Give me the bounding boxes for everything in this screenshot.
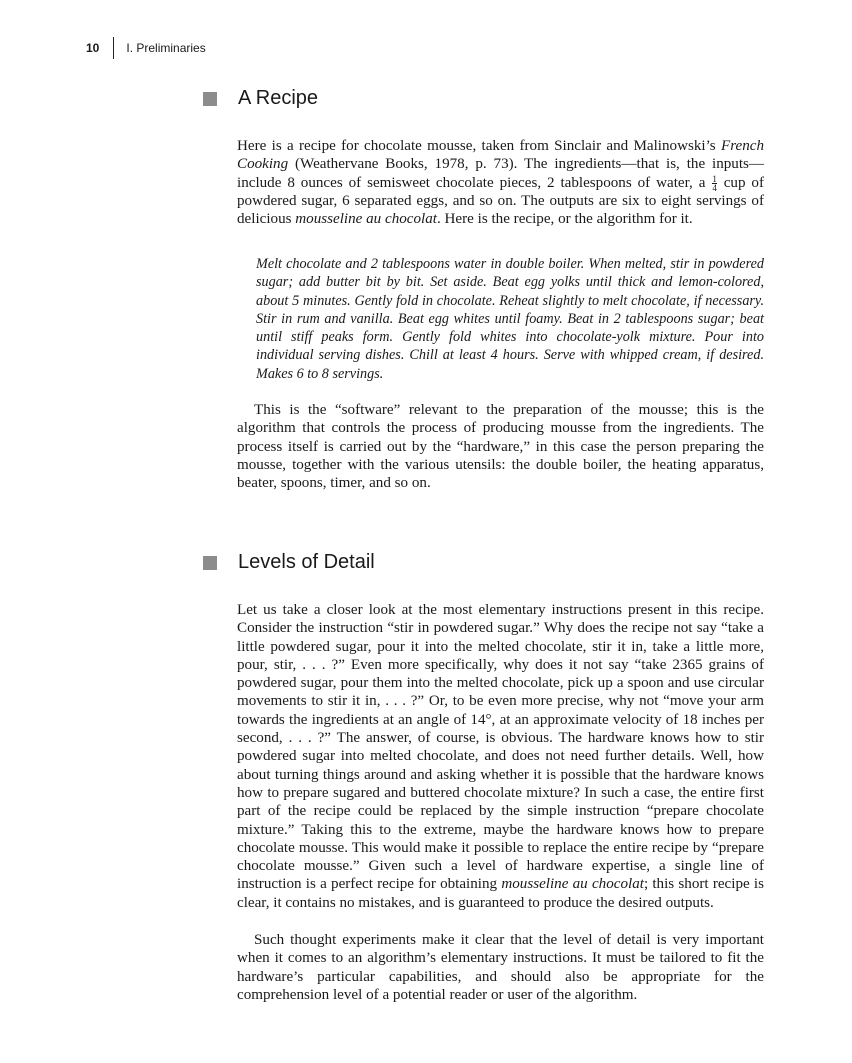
dish-name: mousseline au chocolat	[501, 876, 644, 893]
text-run: cup of powdered sugar, 6 separated eggs, and so on. The outputs are six to eight servings of delicious	[237, 174, 764, 228]
text-run: Here is a recipe for chocolate mousse, taken from Sinclair and Malinowski’s	[237, 138, 721, 154]
software-paragraph: This is the “software” relevant to the preparation of the mousse; this is the algorithm that controls the process of producing mousse from the ingredients. The process itself is carried out by the “hardware,” in this case the person preparing the mousse, together with the various utensils: the double boiler, the heating apparatus, beater, spoons, timer, and so on.	[237, 402, 764, 492]
chapter-title: I. Preliminaries	[126, 41, 206, 55]
running-head	[86, 37, 206, 59]
section-title: A Recipe	[238, 87, 319, 109]
header-divider	[113, 37, 114, 59]
thought-experiments-paragraph: Such thought experiments make it clear that the level of detail is very important when it comes to an algorithm’s elementary instructions. It must be tailored to fit the hardware’s particular capabilities, and should also be appropriate for the comprehension level of a potential reader or user of the algorithm.	[237, 932, 764, 1003]
text-run: . Here is the recipe, or the algorithm for it.	[436, 211, 693, 228]
fraction-numerator: 1	[712, 173, 717, 184]
recipe-block: Melt chocolate and 2 tablespoons water in double boiler. When melted, stir in powdered sugar; add butter bit by bit. Set aside. Beat egg yolks until thick and lemon-colored, about 5 minutes. Gently fold in chocolate. Reheat slightly to melt chocolate, if necessary. Stir in rum and vanilla. Beat egg whites until foamy. Beat in 2 tablespoons sugar; beat until stiff peaks form. Gently fold whites into chocolate-yolk mixture. Pour into individual serving dishes. Chill at least 4 hours. Serve with whipped cream, if desired. Makes 6 to 8 servings.	[256, 256, 764, 382]
section-heading-recipe	[203, 87, 318, 110]
section-marker-icon	[203, 556, 217, 570]
dish-name: mousseline au chocolat	[295, 211, 437, 228]
section-marker-icon	[203, 92, 217, 106]
levels-paragraph	[237, 601, 764, 912]
text-run: (Weathervane Books, 1978, p. 73). The ingredients—that is, the inputs—include 8 ounces of semisweet chocolate pieces, 2 tablespoons of water, a	[237, 156, 764, 191]
fraction-denominator: 4	[712, 182, 717, 193]
recipe-intro-paragraph	[237, 137, 764, 228]
text-run: ; this short recipe is clear, it contains no mistakes, and is guaranteed to produce the desired outputs.	[237, 876, 764, 911]
fraction	[712, 175, 717, 192]
section-heading-levels	[203, 551, 375, 574]
book-title: French Cooking	[237, 138, 764, 173]
section-title: Levels of Detail	[238, 551, 375, 573]
page-number: 10	[86, 41, 100, 55]
text-run: Let us take a closer look at the most elementary instructions present in this recipe. Consider the instruction “stir in powdered sugar.” Why does the recipe not say “take a little powdered sugar, pour it into the melted chocolate, stir it in, take a little more, pour, stir, . . . ?” Even more specifically, why does it not say “take 2365 grains of powdered sugar, pour them into the melted chocolate, pick up a spoon and use circular movements to stir it in, . . . ?” Or, to be even more precise, why not “move your arm towards the ingredients at an angle of 14°, at an approximate velocity of 18 inches per second, . . . ?” The answer, of course, is obvious. The hardware knows how to stir powdered sugar into melted chocolate, and does not need further details. Well, how about turning things around and asking whether it is possible that the hardware knows how to prepare sugared and buttered chocolate mixture? In such a case, the entire first part of the recipe could be replaced by the simple instruction “prepare chocolate mixture.” Taking this to the extreme, maybe the hardware knows how to prepare chocolate mousse. This would make it possible to replace the entire recipe by “prepare chocolate mousse.” Given such a level of hardware expertise, a single line of instruction is a perfect recipe for obtaining	[237, 602, 764, 893]
